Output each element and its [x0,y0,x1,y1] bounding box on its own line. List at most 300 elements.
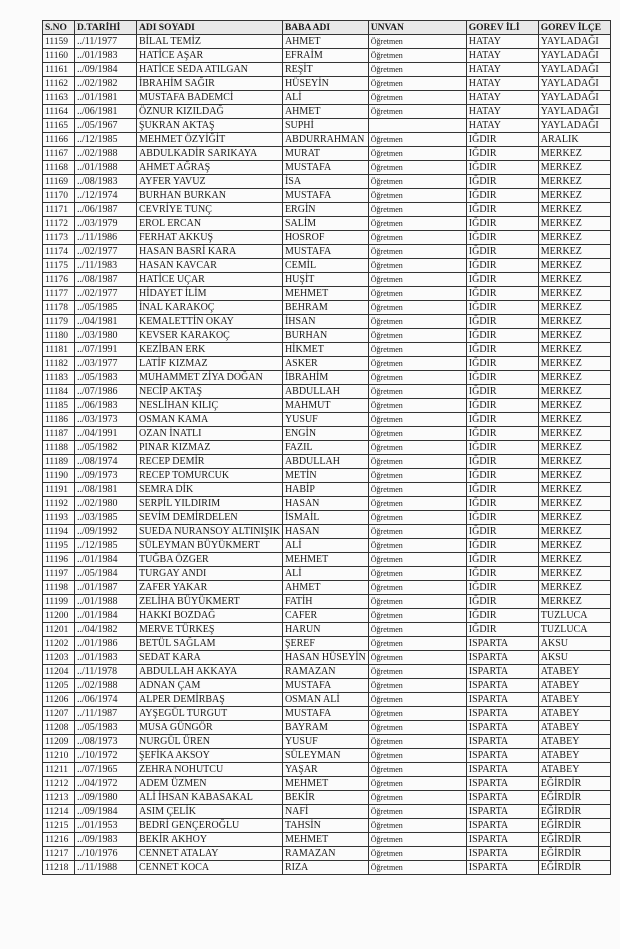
cell-title: Öğretmen [368,133,466,147]
cell-father-name: MUSTAFA [282,245,368,259]
cell-name: TURGAY ANDI [137,567,283,581]
cell-father-name: MUSTAFA [282,161,368,175]
cell-province: ISPARTA [466,791,538,805]
cell-title: Öğretmen [368,175,466,189]
cell-province: IĞDIR [466,161,538,175]
cell-father-name: AHMET [282,35,368,49]
cell-title: Öğretmen [368,399,466,413]
cell-father-name: YAŞAR [282,763,368,777]
cell-father-name: ALİ [282,91,368,105]
table-row [43,217,611,231]
cell-title: Öğretmen [368,721,466,735]
cell-title: Öğretmen [368,763,466,777]
cell-name: NESLİHAN KILIÇ [137,399,283,413]
cell-name: HATİCE SEDA ATILGAN [137,63,283,77]
cell-sno: 11167 [43,147,75,161]
cell-title: Öğretmen [368,777,466,791]
cell-name: ABDULLAH AKKAYA [137,665,283,679]
cell-sno: 11207 [43,707,75,721]
cell-father-name: İSA [282,175,368,189]
cell-title: Öğretmen [368,427,466,441]
cell-title: Öğretmen [368,63,466,77]
table-row [43,399,611,413]
cell-name: CENNET KOCA [137,861,283,875]
cell-name: HAKKI BOZDAĞ [137,609,283,623]
cell-name: ASIM ÇELİK [137,805,283,819]
table-row [43,413,611,427]
table-row [43,581,611,595]
cell-name: RECEP TOMURCUK [137,469,283,483]
cell-father-name: ABDULLAH [282,455,368,469]
cell-name: ALİ İHSAN KABASAKAL [137,791,283,805]
cell-title: Öğretmen [368,77,466,91]
cell-district: AKSU [538,637,610,651]
cell-district: MERKEZ [538,161,610,175]
cell-title: Öğretmen [368,371,466,385]
table-row [43,105,611,119]
cell-sno: 11198 [43,581,75,595]
cell-sno: 11193 [43,511,75,525]
cell-title: Öğretmen [368,245,466,259]
table-row [43,77,611,91]
cell-province: IĞDIR [466,231,538,245]
cell-title: Öğretmen [368,595,466,609]
cell-name: BİLAL TEMİZ [137,35,283,49]
cell-district: MERKEZ [538,511,610,525]
cell-district: MERKEZ [538,343,610,357]
table-row [43,665,611,679]
cell-title: Öğretmen [368,525,466,539]
cell-district: MERKEZ [538,357,610,371]
cell-sno: 11192 [43,497,75,511]
table-row [43,623,611,637]
cell-father-name: RIZA [282,861,368,875]
cell-district: EĞİRDİR [538,833,610,847]
cell-name: CENNET ATALAY [137,847,283,861]
cell-district: MERKEZ [538,175,610,189]
table-row [43,63,611,77]
cell-district: MERKEZ [538,315,610,329]
cell-province: IĞDIR [466,623,538,637]
cell-birth-date: ../05/1983 [75,721,137,735]
table-row [43,791,611,805]
cell-title: Öğretmen [368,553,466,567]
cell-district: MERKEZ [538,217,610,231]
table-header-row [43,21,611,35]
cell-province: IĞDIR [466,315,538,329]
cell-title: Öğretmen [368,301,466,315]
cell-title: Öğretmen [368,623,466,637]
cell-birth-date: ../01/1953 [75,819,137,833]
cell-name: PINAR KIZMAZ [137,441,283,455]
cell-title: Öğretmen [368,833,466,847]
cell-birth-date: ../02/1977 [75,245,137,259]
table-row [43,175,611,189]
cell-district: MERKEZ [538,301,610,315]
table-row [43,721,611,735]
cell-birth-date: ../05/1985 [75,301,137,315]
cell-father-name: RAMAZAN [282,847,368,861]
cell-father-name: MEHMET [282,553,368,567]
cell-father-name: SALİM [282,217,368,231]
cell-title: Öğretmen [368,273,466,287]
cell-district: MERKEZ [538,427,610,441]
cell-district: YAYLADAĞI [538,105,610,119]
cell-title: Öğretmen [368,49,466,63]
cell-father-name: MUSTAFA [282,679,368,693]
cell-title: Öğretmen [368,357,466,371]
cell-sno: 11203 [43,651,75,665]
cell-name: ADNAN ÇAM [137,679,283,693]
cell-district: YAYLADAĞI [538,119,610,133]
cell-father-name: MEHMET [282,287,368,301]
table-body [43,35,611,875]
cell-district: AKSU [538,651,610,665]
cell-province: IĞDIR [466,567,538,581]
cell-father-name: MUSTAFA [282,707,368,721]
cell-title: Öğretmen [368,679,466,693]
cell-name: AYFER YAVUZ [137,175,283,189]
cell-title: Öğretmen [368,147,466,161]
cell-district: MERKEZ [538,483,610,497]
cell-name: OZAN İNATLI [137,427,283,441]
cell-sno: 11217 [43,847,75,861]
cell-father-name: HOSROF [282,231,368,245]
cell-birth-date: ../05/1984 [75,567,137,581]
cell-father-name: SÜLEYMAN [282,749,368,763]
table-row [43,735,611,749]
cell-name: SUEDA NURANSOY ALTINIŞIK [137,525,283,539]
cell-name: ZEHRA NOHUTCU [137,763,283,777]
cell-province: IĞDIR [466,455,538,469]
cell-sno: 11172 [43,217,75,231]
cell-title: Öğretmen [368,791,466,805]
cell-name: ZELİHA BÜYÜKMERT [137,595,283,609]
table-row [43,483,611,497]
cell-name: LATİF KIZMAZ [137,357,283,371]
cell-birth-date: ../09/1983 [75,833,137,847]
table-row [43,805,611,819]
table-row [43,329,611,343]
cell-father-name: HASAN [282,525,368,539]
cell-sno: 11202 [43,637,75,651]
cell-sno: 11177 [43,287,75,301]
cell-birth-date: ../05/1967 [75,119,137,133]
cell-province: ISPARTA [466,819,538,833]
cell-sno: 11210 [43,749,75,763]
cell-name: TUĞBA ÖZGER [137,553,283,567]
cell-sno: 11211 [43,763,75,777]
cell-province: IĞDIR [466,329,538,343]
cell-title [368,119,466,133]
cell-sno: 11195 [43,539,75,553]
cell-title: Öğretmen [368,637,466,651]
cell-birth-date: ../06/1983 [75,399,137,413]
cell-name: HASAN BASRİ KARA [137,245,283,259]
cell-birth-date: ../04/1972 [75,777,137,791]
cell-province: IĞDIR [466,595,538,609]
cell-title: Öğretmen [368,469,466,483]
table-row [43,49,611,63]
cell-father-name: ABDURRAHMAN [282,133,368,147]
cell-title: Öğretmen [368,861,466,875]
cell-title: Öğretmen [368,693,466,707]
table-row [43,441,611,455]
cell-province: IĞDIR [466,609,538,623]
cell-birth-date: ../01/1984 [75,553,137,567]
table-row [43,609,611,623]
cell-father-name: FATİH [282,595,368,609]
table-row [43,525,611,539]
cell-district: MERKEZ [538,399,610,413]
cell-title: Öğretmen [368,189,466,203]
cell-sno: 11178 [43,301,75,315]
table-row [43,637,611,651]
cell-district: MERKEZ [538,581,610,595]
cell-title: Öğretmen [368,539,466,553]
cell-province: ISPARTA [466,735,538,749]
cell-sno: 11214 [43,805,75,819]
cell-father-name: ASKER [282,357,368,371]
table-row [43,245,611,259]
cell-birth-date: ../01/1984 [75,609,137,623]
table-row [43,469,611,483]
cell-name: ÖZNUR KIZILDAĞ [137,105,283,119]
cell-birth-date: ../11/1978 [75,665,137,679]
cell-district: EĞİRDİR [538,861,610,875]
cell-province: ISPARTA [466,679,538,693]
cell-name: İNAL KARAKOÇ [137,301,283,315]
cell-province: ISPARTA [466,693,538,707]
cell-birth-date: ../01/1983 [75,651,137,665]
cell-title: Öğretmen [368,287,466,301]
cell-sno: 11200 [43,609,75,623]
cell-sno: 11162 [43,77,75,91]
cell-title: Öğretmen [368,581,466,595]
cell-province: HATAY [466,119,538,133]
cell-birth-date: ../03/1977 [75,357,137,371]
cell-province: IĞDIR [466,483,538,497]
cell-district: YAYLADAĞI [538,77,610,91]
table-row [43,385,611,399]
cell-district: EĞİRDİR [538,805,610,819]
table-row [43,693,611,707]
cell-province: ISPARTA [466,763,538,777]
cell-province: HATAY [466,105,538,119]
table-row [43,567,611,581]
cell-name: HASAN KAVCAR [137,259,283,273]
cell-name: AHMET AĞRAŞ [137,161,283,175]
cell-district: MERKEZ [538,441,610,455]
cell-name: İBRAHİM SAĞIR [137,77,283,91]
cell-name: NURGÜL ÜREN [137,735,283,749]
cell-district: MERKEZ [538,231,610,245]
cell-name: BEKİR AKHOY [137,833,283,847]
cell-title: Öğretmen [368,497,466,511]
cell-name: ALPER DEMİRBAŞ [137,693,283,707]
cell-sno: 11212 [43,777,75,791]
cell-title: Öğretmen [368,329,466,343]
cell-sno: 11161 [43,63,75,77]
cell-province: IĞDIR [466,357,538,371]
cell-sno: 11201 [43,623,75,637]
cell-district: MERKEZ [538,455,610,469]
cell-birth-date: ../02/1982 [75,77,137,91]
cell-father-name: HASAN [282,497,368,511]
cell-father-name: YUSUF [282,735,368,749]
cell-sno: 11206 [43,693,75,707]
cell-father-name: HARUN [282,623,368,637]
cell-birth-date: ../12/1985 [75,539,137,553]
cell-father-name: TAHSİN [282,819,368,833]
cell-father-name: İBRAHİM [282,371,368,385]
cell-birth-date: ../08/1981 [75,483,137,497]
cell-province: IĞDIR [466,133,538,147]
cell-district: MERKEZ [538,469,610,483]
column-header-birth-date: D.TARİHİ [75,21,137,35]
cell-birth-date: ../09/1992 [75,525,137,539]
cell-father-name: METİN [282,469,368,483]
cell-sno: 11174 [43,245,75,259]
cell-father-name: HUŞİT [282,273,368,287]
cell-sno: 11216 [43,833,75,847]
cell-birth-date: ../08/1973 [75,735,137,749]
cell-father-name: HASAN HÜSEYİN [282,651,368,665]
cell-sno: 11175 [43,259,75,273]
cell-sno: 11191 [43,483,75,497]
cell-district: ATABEY [538,749,610,763]
cell-province: IĞDIR [466,371,538,385]
cell-district: MERKEZ [538,497,610,511]
cell-birth-date: ../08/1974 [75,455,137,469]
cell-father-name: MURAT [282,147,368,161]
cell-birth-date: ../09/1980 [75,791,137,805]
column-header-district: GOREV İLÇE [538,21,610,35]
cell-province: IĞDIR [466,203,538,217]
cell-name: SEMRA DİK [137,483,283,497]
cell-district: MERKEZ [538,245,610,259]
cell-name: HATİCE UÇAR [137,273,283,287]
table-row [43,287,611,301]
cell-district: EĞİRDİR [538,847,610,861]
cell-sno: 11164 [43,105,75,119]
cell-title: Öğretmen [368,483,466,497]
cell-birth-date: ../10/1976 [75,847,137,861]
table-row [43,301,611,315]
cell-father-name: OSMAN ALİ [282,693,368,707]
cell-province: ISPARTA [466,665,538,679]
column-header-province: GOREV İLİ [466,21,538,35]
cell-name: BETÜL SAĞLAM [137,637,283,651]
cell-province: IĞDIR [466,189,538,203]
cell-province: IĞDIR [466,399,538,413]
cell-title: Öğretmen [368,819,466,833]
table-row [43,679,611,693]
cell-district: ATABEY [538,763,610,777]
cell-birth-date: ../04/1982 [75,623,137,637]
cell-sno: 11209 [43,735,75,749]
table-row [43,189,611,203]
cell-sno: 11188 [43,441,75,455]
cell-birth-date: ../03/1973 [75,413,137,427]
table-row [43,539,611,553]
table-row [43,511,611,525]
cell-father-name: ALİ [282,567,368,581]
cell-birth-date: ../06/1974 [75,693,137,707]
cell-district: TUZLUCA [538,609,610,623]
cell-father-name: SUPHİ [282,119,368,133]
cell-district: MERKEZ [538,371,610,385]
table-row [43,707,611,721]
cell-father-name: BEHRAM [282,301,368,315]
cell-name: RECEP DEMİR [137,455,283,469]
cell-district: MERKEZ [538,567,610,581]
table-row [43,777,611,791]
cell-sno: 11169 [43,175,75,189]
table-row [43,861,611,875]
cell-district: MERKEZ [538,203,610,217]
cell-province: IĞDIR [466,343,538,357]
cell-birth-date: ../08/1987 [75,273,137,287]
cell-name: FERHAT AKKUŞ [137,231,283,245]
cell-name: MUHAMMET ZİYA DOĞAN [137,371,283,385]
cell-father-name: ENGİN [282,427,368,441]
cell-name: ADEM ÜZMEN [137,777,283,791]
cell-name: ZAFER YAKAR [137,581,283,595]
cell-name: MERVE TÜRKEŞ [137,623,283,637]
cell-birth-date: ../09/1984 [75,63,137,77]
cell-birth-date: ../02/1988 [75,679,137,693]
cell-name: MUSA GÜNGÖR [137,721,283,735]
cell-province: IĞDIR [466,287,538,301]
cell-name: SERPİL YILDIRIM [137,497,283,511]
cell-sno: 11205 [43,679,75,693]
table-row [43,147,611,161]
cell-father-name: YUSUF [282,413,368,427]
table-row [43,553,611,567]
cell-sno: 11199 [43,595,75,609]
table-row [43,595,611,609]
cell-birth-date: ../11/1983 [75,259,137,273]
cell-name: CEVRİYE TUNÇ [137,203,283,217]
cell-birth-date: ../01/1986 [75,637,137,651]
cell-district: ATABEY [538,693,610,707]
cell-district: EĞİRDİR [538,791,610,805]
cell-birth-date: ../09/1984 [75,805,137,819]
cell-birth-date: ../01/1983 [75,49,137,63]
cell-birth-date: ../11/1977 [75,35,137,49]
cell-father-name: MAHMUT [282,399,368,413]
cell-district: YAYLADAĞI [538,49,610,63]
cell-father-name: ŞEREF [282,637,368,651]
cell-province: IĞDIR [466,245,538,259]
cell-district: YAYLADAĞI [538,35,610,49]
cell-sno: 11168 [43,161,75,175]
cell-district: MERKEZ [538,413,610,427]
cell-sno: 11173 [43,231,75,245]
cell-birth-date: ../02/1988 [75,147,137,161]
table-row [43,259,611,273]
cell-birth-date: ../02/1980 [75,497,137,511]
cell-father-name: HÜSEYİN [282,77,368,91]
cell-province: IĞDIR [466,525,538,539]
cell-province: ISPARTA [466,707,538,721]
table-row [43,231,611,245]
cell-sno: 11204 [43,665,75,679]
table-row [43,763,611,777]
cell-birth-date: ../04/1981 [75,315,137,329]
cell-province: HATAY [466,77,538,91]
